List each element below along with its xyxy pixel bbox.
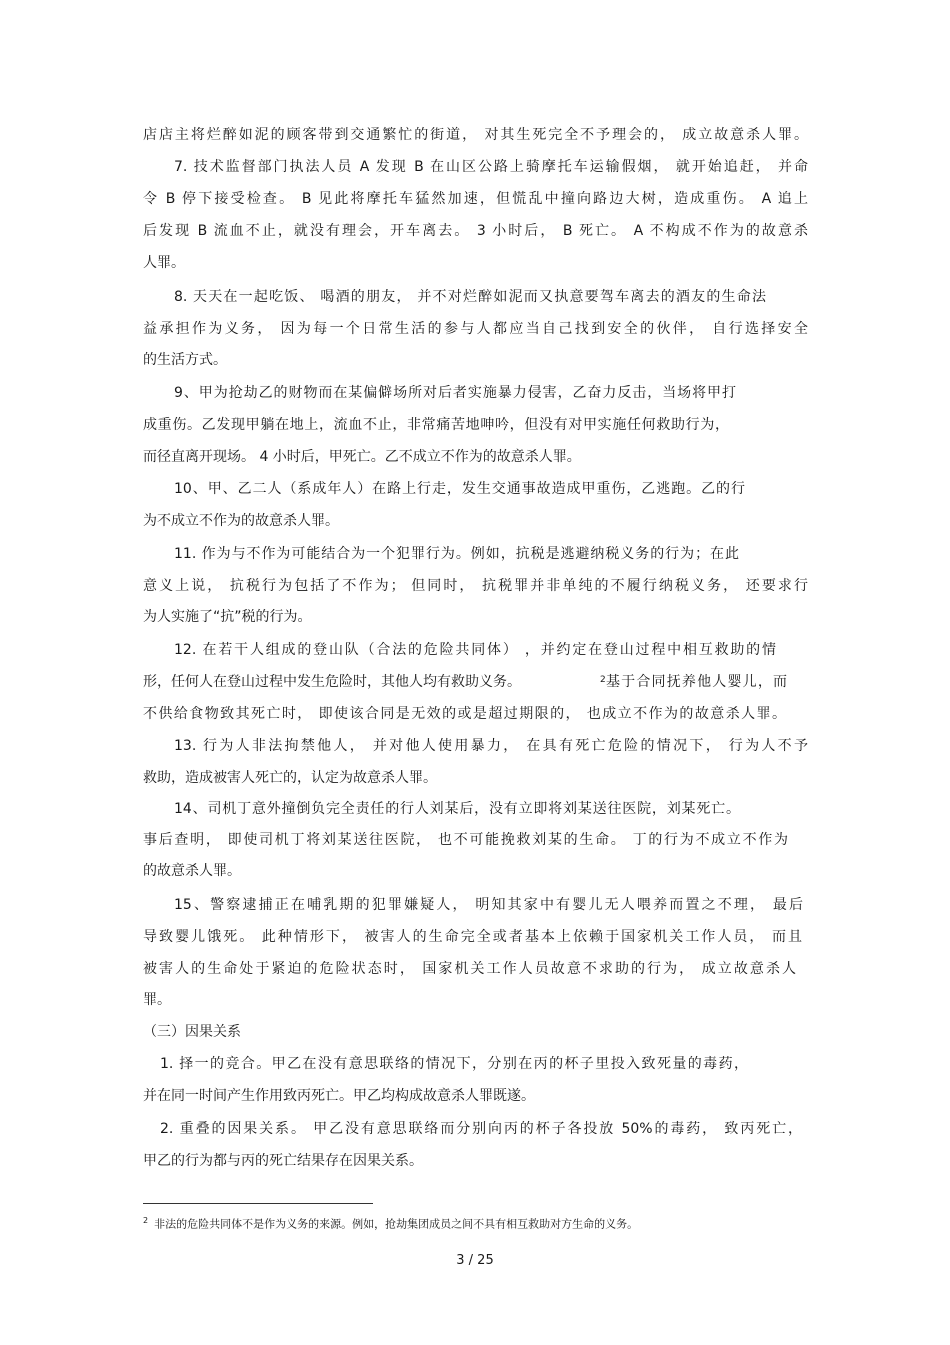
text-line: 事后查明， 即使司机丁将刘某送往医院， 也不可能挽救刘某的生命。 丁的行为不成立不作为 xyxy=(143,832,788,848)
footnote-mark: 2 xyxy=(143,1216,149,1225)
text-line: 7. 技术监督部门执法人员 A 发现 B 在山区公路上骑摩托车运输假烟， 就开始追赶， 并命 xyxy=(174,159,808,175)
text-line: 9、甲为抢劫乙的财物而在某偏僻场所对后者实施暴力侵害，乙奋力反击，当场将甲打 xyxy=(174,385,736,401)
text-line: 成重伤。乙发现甲躺在地上，流血不止，非常痛苦地呻吟，但没有对甲实施任何救助行为， xyxy=(143,417,729,433)
page-number: 3 / 25 xyxy=(456,1253,494,1268)
footnote-ref: 2 xyxy=(600,675,606,685)
text-line: 13. 行为人非法拘禁他人， 并对他人使用暴力， 在具有死亡危险的情况下， 行为人不予 xyxy=(174,738,808,754)
text-line: 救助，造成被害人死亡的，认定为故意杀人罪。 xyxy=(143,770,437,786)
text-line: 10、甲、乙二人（系成年人）在路上行走，发生交通事故造成甲重伤，乙逃跑。乙的行 xyxy=(174,481,745,497)
text-line: 人罪。 xyxy=(143,255,185,271)
text-line: 2. 重叠的因果关系。 甲乙没有意思联络而分别向丙的杯子各投放 50%的毒药， 致丙死亡， xyxy=(160,1121,802,1137)
text-line: 1. 择一的竞合。甲乙在没有意思联络的情况下，分别在丙的杯子里投入致死量的毒药， xyxy=(160,1056,748,1072)
text-line: 意义上说， 抗税行为包括了不作为； 但同时， 抗税罪并非单纯的不履行纳税义务， 还要求行 xyxy=(143,578,808,594)
text-line: 形，任何人在登山过程中发生危险时，其他人均有救助义务。 xyxy=(143,674,521,690)
text-line: 为不成立不作为的故意杀人罪。 xyxy=(143,513,339,529)
text-line: 甲乙的行为都与丙的死亡结果存在因果关系。 xyxy=(143,1153,423,1169)
text-line: 不供给食物致其死亡时， 即使该合同是无效的或是超过期限的， 也成立不作为的故意杀人罪。 xyxy=(143,706,786,722)
footnote xyxy=(143,1213,638,1233)
text-line: 令 B 停下接受检查。 B 见此将摩托车猛然加速，但慌乱中撞向路边大树，造成重伤。 A 追上 xyxy=(143,191,808,207)
text-line: 罪。 xyxy=(143,992,171,1008)
text-line: 基于合同抚养他人婴儿，而 xyxy=(606,674,787,690)
text-line: 店店主将烂醉如泥的顾客带到交通繁忙的街道， 对其生死完全不予理会的， 成立故意杀人罪。 xyxy=(143,127,808,143)
text-line: 为人实施了“抗”税的行为。 xyxy=(143,609,312,625)
text-line: 被害人的生命处于紧迫的危险状态时， 国家机关工作人员故意不求助的行为， 成立故意杀人 xyxy=(143,961,796,977)
text-line: 后发现 B 流血不止，就没有理会，开车离去。 3 小时后， B 死亡。 A 不构成不作为的故意杀 xyxy=(143,223,808,239)
footnote-divider xyxy=(143,1203,373,1204)
text-line: 的故意杀人罪。 xyxy=(143,863,241,879)
text-line: 8. 天天在一起吃饭、 喝酒的朋友， 并不对烂醉如泥而又执意要驾车离去的酒友的生命法 xyxy=(174,289,766,305)
section-heading: （三）因果关系 xyxy=(143,1024,241,1040)
text-line: 14、司机丁意外撞倒负完全责任的行人刘某后，没有立即将刘某送往医院，刘某死亡。 xyxy=(174,801,740,817)
text-line: 15、警察逮捕正在哺乳期的犯罪嫌疑人， 明知其家中有婴儿无人喂养而置之不理， 最后 xyxy=(174,897,803,913)
footnote-text: 非法的危险共同体不是作为义务的来源。例如，抢劫集团成员之间不具有相互救助对方生命的义务。 xyxy=(154,1217,639,1231)
text-line: 的生活方式。 xyxy=(143,352,227,368)
text-line: 而径直离开现场。 4 小时后，甲死亡。乙不成立不作为的故意杀人罪。 xyxy=(143,449,581,465)
text-line: 益承担作为义务， 因为每一个日常生活的参与人都应当自己找到安全的伙伴， 自行选择安全 xyxy=(143,321,808,337)
text-line: 并在同一时间产生作用致丙死亡。甲乙均构成故意杀人罪既遂。 xyxy=(143,1088,535,1104)
text-line: 12. 在若干人组成的登山队（合法的危险共同体） ，并约定在登山过程中相互救助的情 xyxy=(174,642,776,658)
text-line: 11. 作为与不作为可能结合为一个犯罪行为。例如，抗税是逃避纳税义务的行为；在此 xyxy=(174,546,739,562)
text-line: 导致婴儿饿死。 此种情形下， 被害人的生命完全或者基本上依赖于国家机关工作人员， 而且 xyxy=(143,929,802,945)
